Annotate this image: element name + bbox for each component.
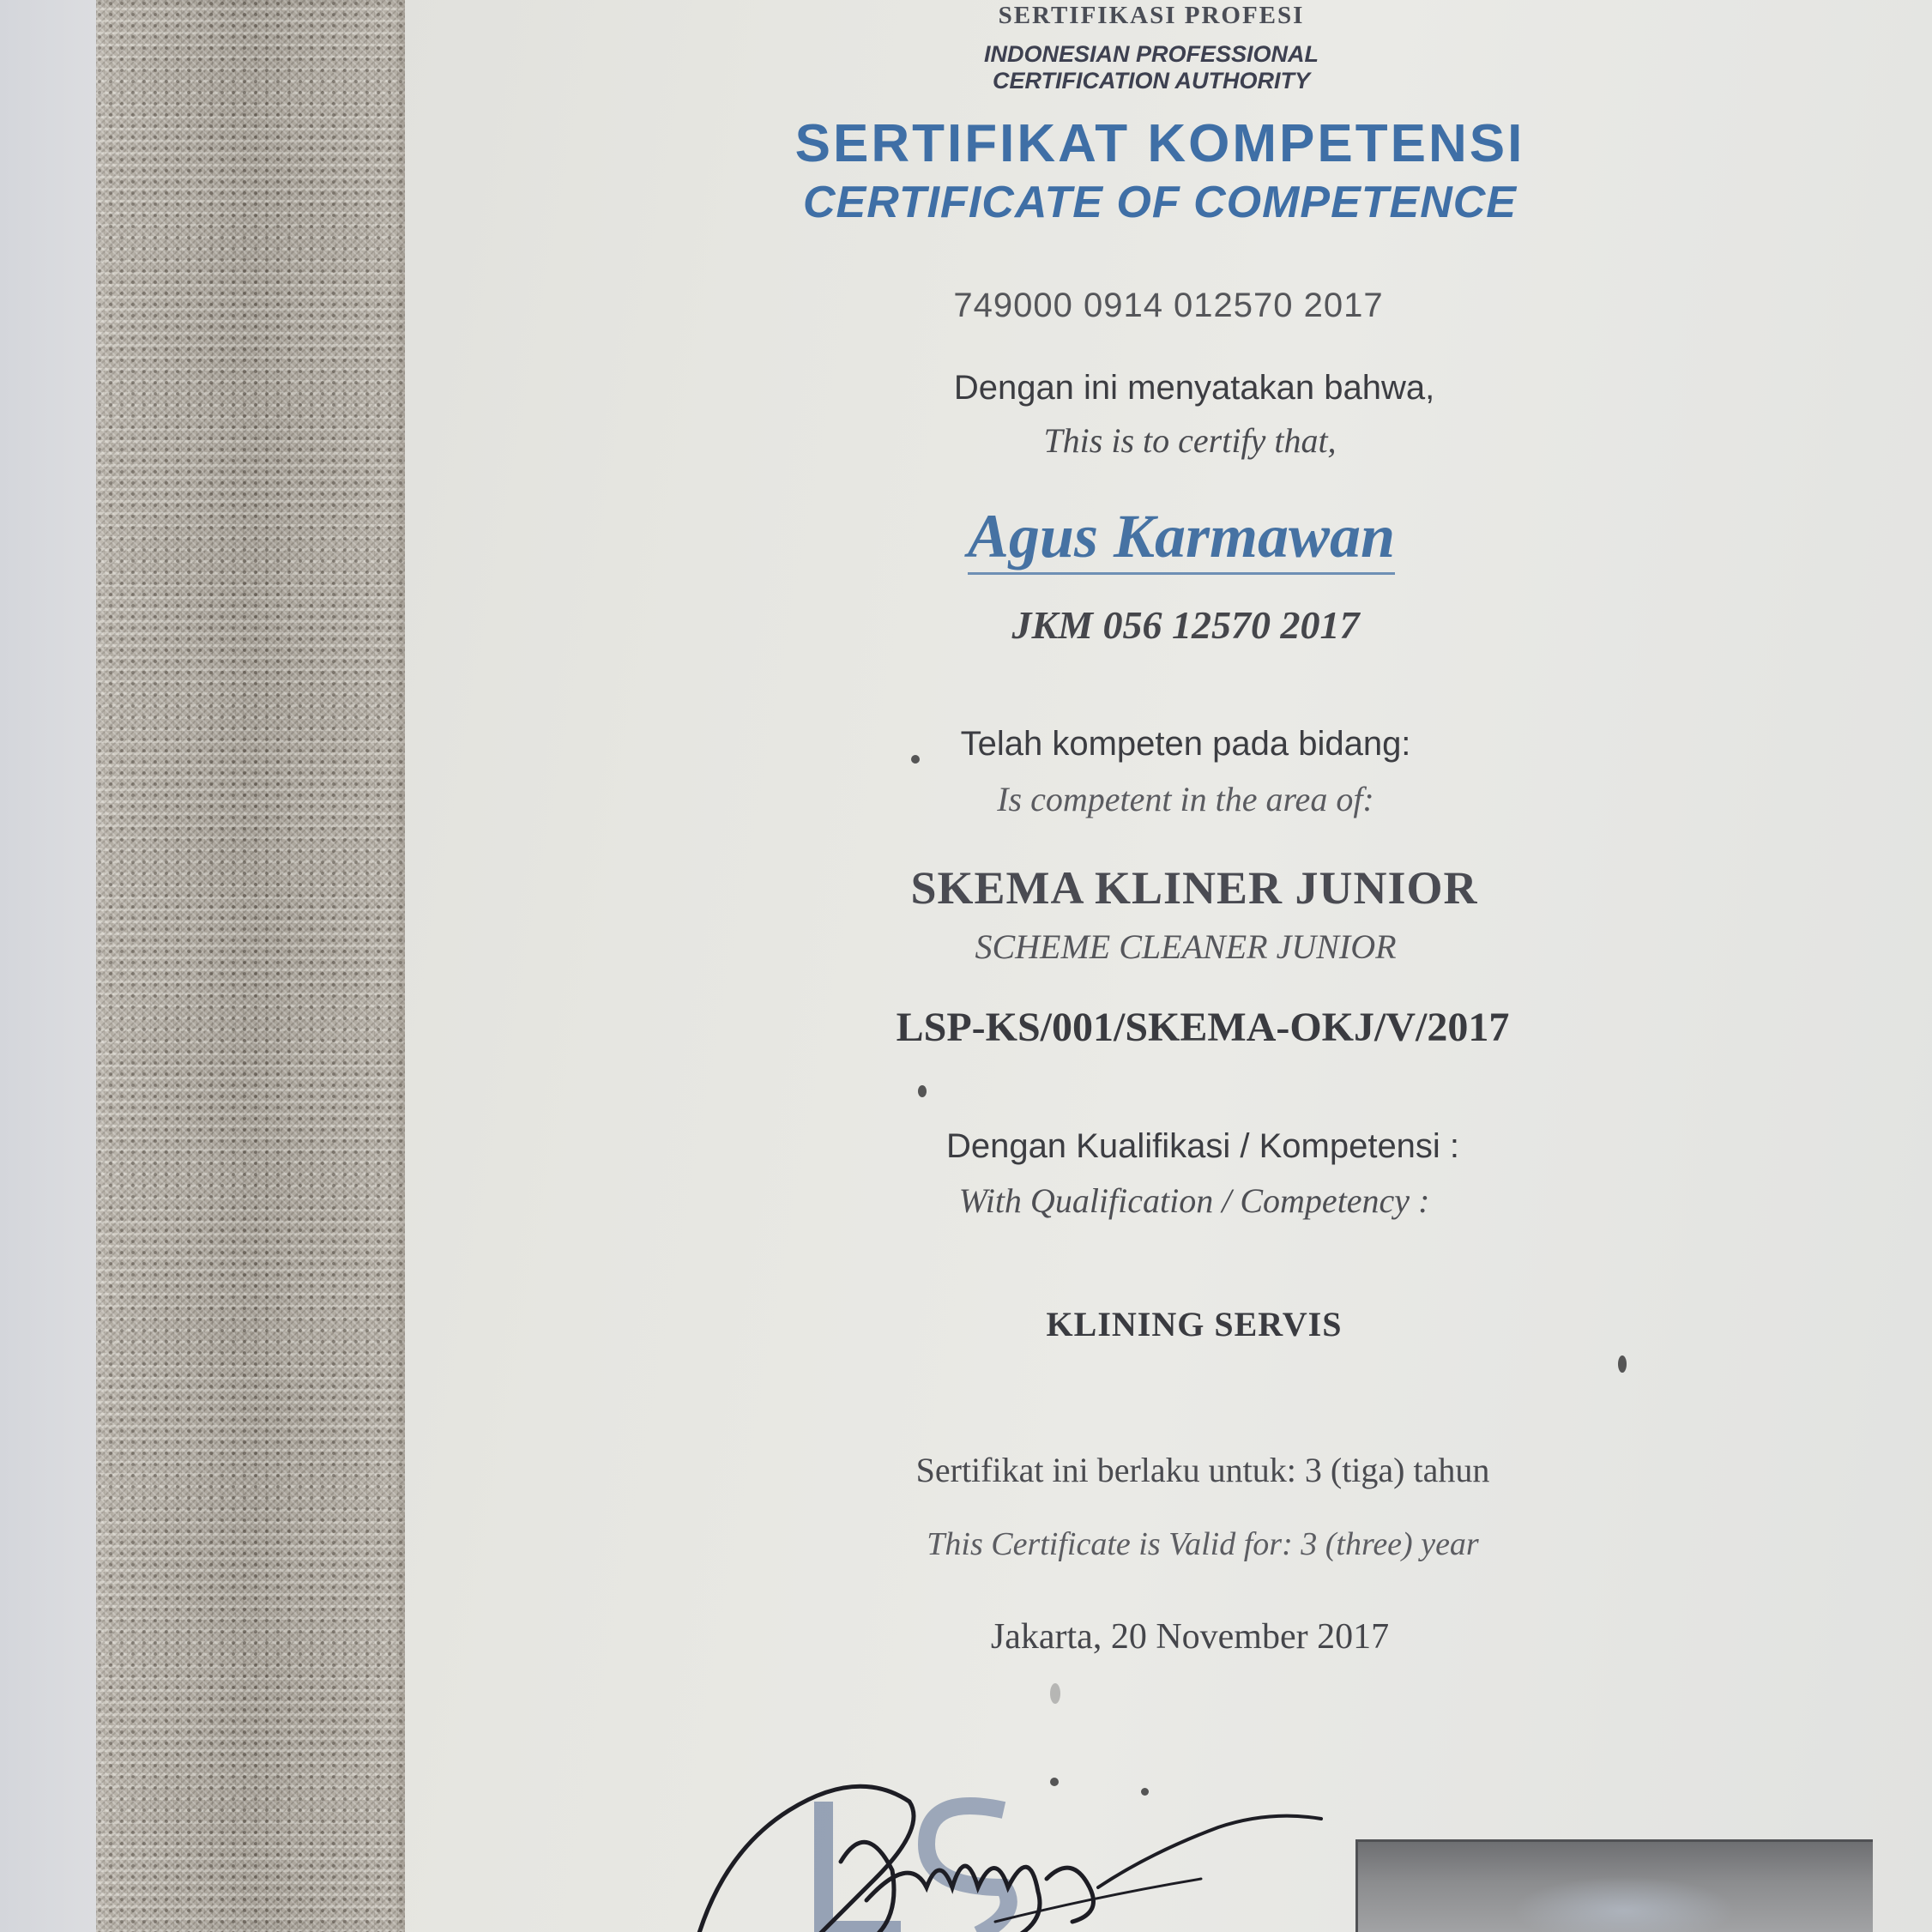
authority-name-en-line2: CERTIFICATION AUTHORITY bbox=[993, 68, 1310, 94]
scheme-name-en: SCHEME CLEANER JUNIOR bbox=[975, 927, 1397, 966]
ink-speck bbox=[1618, 1355, 1627, 1373]
certificate-number: 749000 0914 012570 2017 bbox=[953, 287, 1384, 324]
holder-photo bbox=[1355, 1839, 1873, 1932]
ink-speck bbox=[1050, 1683, 1060, 1704]
certificate-title-en: CERTIFICATE OF COMPETENCE bbox=[803, 178, 1517, 227]
authority-name-en-line1: INDONESIAN PROFESSIONAL bbox=[983, 41, 1319, 67]
scheme-code: LSP-KS/001/SKEMA-OKJ/V/2017 bbox=[896, 1005, 1510, 1050]
area-intro-en: Is competent in the area of: bbox=[997, 780, 1374, 818]
ink-speck bbox=[918, 1085, 927, 1097]
authority-name-id: SERTIFIKASI PROFESI bbox=[998, 2, 1305, 29]
declaration-en: This is to certify that, bbox=[1043, 421, 1337, 460]
certificate-title-id: SERTIFIKAT KOMPETENSI bbox=[794, 114, 1525, 173]
qualification-value: KLINING SERVIS bbox=[1046, 1305, 1343, 1343]
area-intro-id: Telah kompeten pada bidang: bbox=[960, 725, 1411, 763]
qualification-intro-en: With Qualification / Competency : bbox=[958, 1181, 1430, 1220]
scheme-name-id: SKEMA KLINER JUNIOR bbox=[910, 862, 1478, 914]
holder-name bbox=[525, 501, 1838, 572]
background-margin bbox=[0, 0, 96, 1932]
ink-speck bbox=[911, 755, 920, 764]
authorized-signature bbox=[669, 1750, 1355, 1932]
holder-name-text: Agus Karmawan bbox=[968, 502, 1395, 575]
declaration-id: Dengan ini menyatakan bahwa, bbox=[953, 369, 1435, 407]
place-and-date: Jakarta, 20 November 2017 bbox=[990, 1617, 1390, 1657]
decorative-border-strip bbox=[96, 0, 405, 1932]
validity-en: This Certificate is Valid for: 3 (three) year bbox=[927, 1526, 1479, 1562]
holder-registration-number: JKM 056 12570 2017 bbox=[1011, 603, 1360, 647]
validity-id: Sertifikat ini berlaku untuk: 3 (tiga) tahun bbox=[915, 1451, 1490, 1489]
certificate-body bbox=[405, 0, 1932, 1932]
qualification-intro-id: Dengan Kualifikasi / Kompetensi : bbox=[945, 1127, 1460, 1165]
